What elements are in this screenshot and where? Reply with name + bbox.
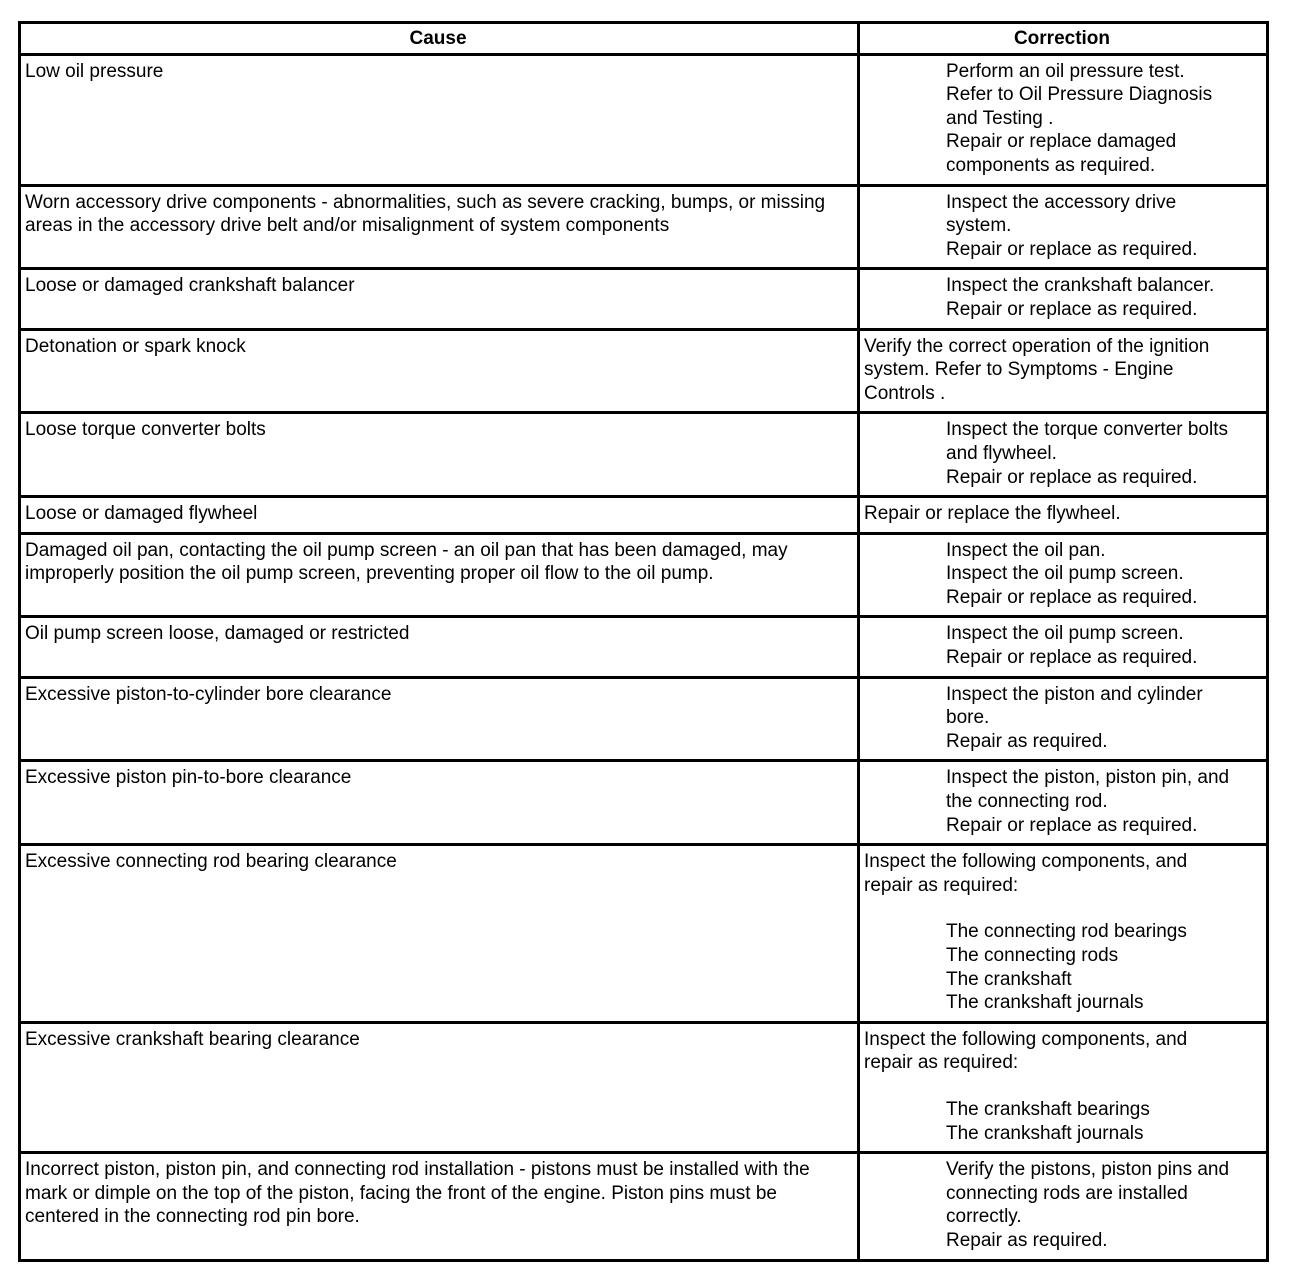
table-row	[20, 1153, 1268, 1260]
correction-line: Repair or replace as required.	[946, 647, 1198, 669]
correction-line: the connecting rod.	[946, 791, 1108, 813]
correction-line: Verify the correct operation of the ignition	[864, 335, 1210, 357]
cause-cell: Loose or damaged crankshaft balancer	[20, 269, 859, 329]
correction-line: correctly.	[946, 1206, 1022, 1228]
correction-cell	[859, 1153, 1268, 1260]
correction-line: Refer to Oil Pressure Diagnosis	[946, 84, 1213, 106]
correction-sublist-item: The crankshaft journals	[946, 992, 1144, 1014]
header-row	[20, 23, 1268, 55]
cause-cell: Loose torque converter bolts	[20, 413, 859, 497]
cause-cell: Excessive connecting rod bearing clearance	[20, 845, 859, 1023]
correction-cell	[859, 329, 1268, 413]
correction-line: and Testing .	[946, 107, 1054, 129]
correction-line: Inspect the torque converter bolts	[946, 419, 1228, 441]
correction-sublist-item: The crankshaft journals	[946, 1122, 1144, 1144]
correction-line: Repair or replace as required.	[946, 586, 1198, 608]
table-row	[20, 761, 1268, 845]
correction-line: Repair or replace as required.	[946, 814, 1198, 836]
correction-line: Controls .	[864, 382, 946, 404]
table-row	[20, 617, 1268, 677]
correction-cell	[859, 845, 1268, 1023]
correction-line: Inspect the piston and cylinder	[946, 683, 1203, 705]
table-row	[20, 497, 1268, 534]
correction-line: repair as required:	[864, 874, 1019, 896]
correction-line: system. Refer to Symptoms - Engine	[864, 359, 1174, 381]
cause-cell: Worn accessory drive components - abnormalities, such as severe cracking, bumps, or missing areas in the accessory drive belt and/or misalignment of system components	[20, 185, 859, 269]
correction-sublist-item: The crankshaft	[946, 968, 1072, 990]
spacer	[864, 1075, 1260, 1098]
table-row	[20, 677, 1268, 761]
correction-cell	[859, 497, 1268, 534]
correction-line: Inspect the crankshaft balancer.	[946, 275, 1215, 297]
table-body	[20, 54, 1268, 1260]
cause-cell: Loose or damaged flywheel	[20, 497, 859, 534]
correction-line: Inspect the oil pump screen.	[946, 563, 1184, 585]
correction-sublist-item: The crankshaft bearings	[946, 1098, 1150, 1120]
cause-cell: Incorrect piston, piston pin, and connecting rod installation - pistons must be installed with the mark or dimple on the top of the piston, facing the front of the engine. Piston pins must be centered in the connecting rod pin bore.	[20, 1153, 859, 1260]
correction-line: components as required.	[946, 154, 1156, 176]
table-row	[20, 413, 1268, 497]
correction-line: Repair or replace as required.	[946, 238, 1198, 260]
correction-sublist-item: The connecting rods	[946, 945, 1119, 966]
cause-cell: Detonation or spark knock	[20, 329, 859, 413]
correction-cell	[859, 761, 1268, 845]
correction-line: Repair or replace as required.	[946, 466, 1198, 488]
diagnostic-table	[18, 21, 1269, 1262]
correction-line: Repair or replace damaged	[946, 131, 1177, 153]
correction-line: Verify the pistons, piston pins and	[946, 1159, 1230, 1181]
correction-cell	[859, 617, 1268, 677]
spacer	[864, 897, 1260, 920]
correction-line: Repair as required.	[946, 1229, 1108, 1251]
correction-line: system.	[946, 215, 1012, 237]
correction-line: Repair or replace as required.	[946, 298, 1198, 320]
correction-line: bore.	[946, 707, 990, 729]
correction-line: Perform an oil pressure test.	[946, 60, 1185, 82]
correction-line: Inspect the piston, piston pin, and	[946, 767, 1230, 789]
correction-sublist-item: The connecting rod bearings	[946, 921, 1187, 943]
correction-line: Repair as required.	[946, 730, 1108, 752]
correction-line: Inspect the following components, and	[864, 1028, 1188, 1050]
cause-cell: Low oil pressure	[20, 54, 859, 185]
table-row	[20, 1022, 1268, 1152]
correction-cell	[859, 413, 1268, 497]
correction-line: Inspect the accessory drive	[946, 191, 1177, 213]
correction-line: Inspect the oil pan.	[946, 539, 1106, 561]
correction-cell	[859, 533, 1268, 617]
correction-line: and flywheel.	[946, 442, 1057, 464]
correction-line: Inspect the following components, and	[864, 851, 1188, 873]
cause-cell: Excessive piston pin-to-bore clearance	[20, 761, 859, 845]
correction-cell	[859, 185, 1268, 269]
correction-cell	[859, 54, 1268, 185]
correction-header: Correction	[859, 23, 1268, 55]
table-row	[20, 845, 1268, 1023]
cause-header: Cause	[20, 23, 859, 55]
table-row	[20, 329, 1268, 413]
table-row	[20, 54, 1268, 185]
correction-line: Inspect the oil pump screen.	[946, 623, 1184, 645]
correction-cell	[859, 677, 1268, 761]
correction-line: repair as required:	[864, 1052, 1019, 1074]
table-row	[20, 269, 1268, 329]
cause-cell: Damaged oil pan, contacting the oil pump screen - an oil pan that has been damaged, may improperly position the oil pump screen, preventing proper oil flow to the oil pump.	[20, 533, 859, 617]
cause-cell: Excessive crankshaft bearing clearance	[20, 1022, 859, 1152]
correction-line: Repair or replace the flywheel.	[864, 503, 1121, 525]
correction-cell	[859, 269, 1268, 329]
correction-cell	[859, 1022, 1268, 1152]
cause-cell: Oil pump screen loose, damaged or restricted	[20, 617, 859, 677]
cause-cell: Excessive piston-to-cylinder bore clearance	[20, 677, 859, 761]
correction-line: connecting rods are installed	[946, 1182, 1188, 1204]
table-row	[20, 533, 1268, 617]
table-row	[20, 185, 1268, 269]
